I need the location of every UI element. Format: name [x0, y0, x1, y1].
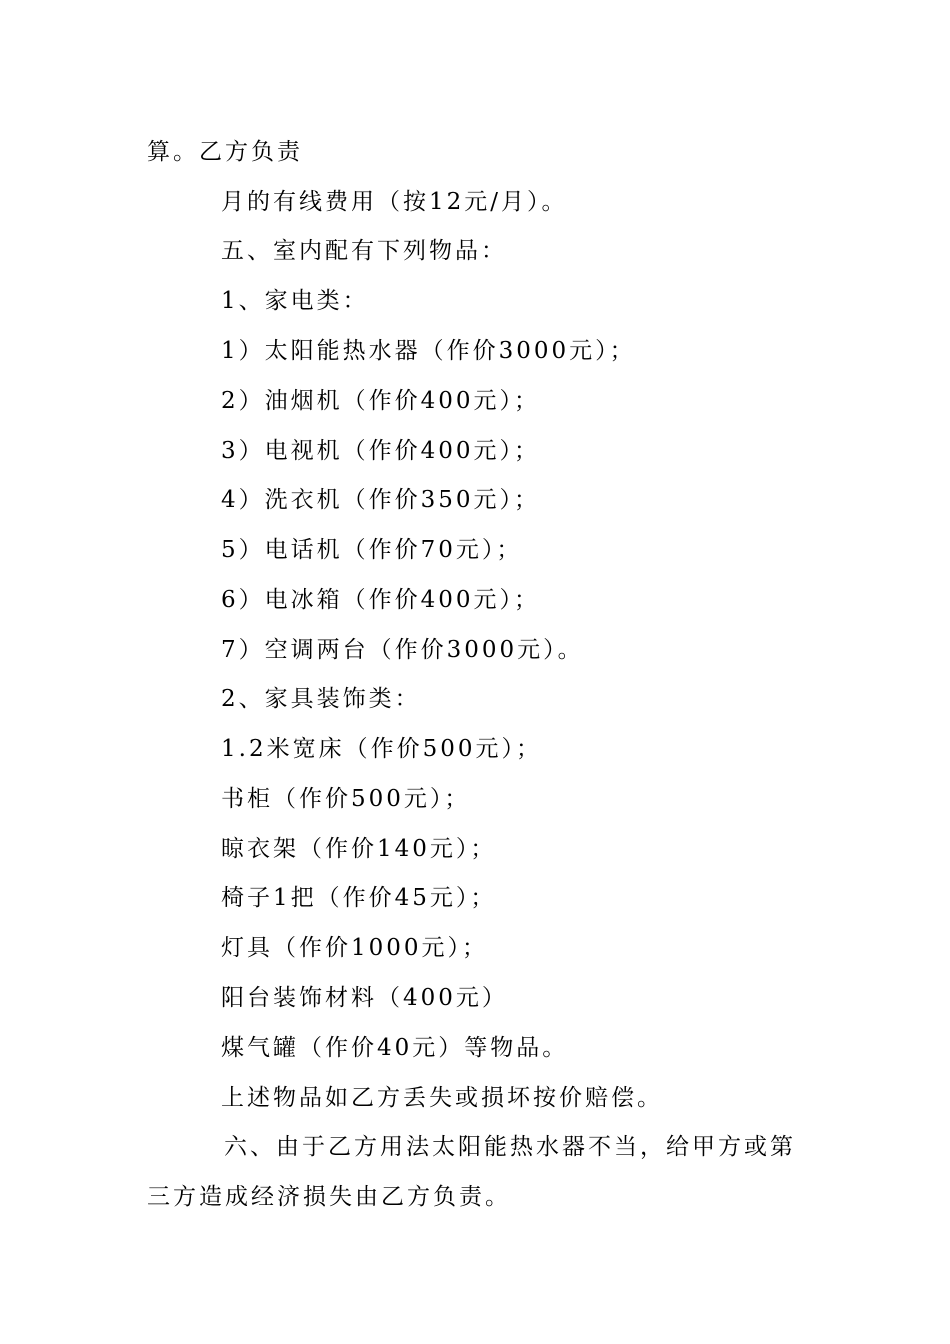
list-item: 1.2米宽床（作价500元）；	[221, 736, 542, 762]
list-item: 椅子1把（作价45元）；	[221, 885, 497, 911]
text-line-2: 月的有线费用（按12元/月）。	[221, 189, 568, 215]
list-item: 书柜（作价500元）；	[221, 786, 471, 812]
list-item: 阳台装饰材料（400元）	[221, 985, 508, 1011]
list-item: 4）洗衣机（作价350元）；	[221, 487, 541, 513]
list-item: 6）电冰箱（作价400元）；	[221, 587, 541, 613]
subsection-heading-appliances: 1、家电类：	[221, 288, 369, 314]
list-item: 7）空调两台（作价3000元）。	[221, 637, 584, 663]
text-line-compensation: 上述物品如乙方丢失或损坏按价赔偿。	[221, 1085, 663, 1111]
text-line-continuation: 三方造成经济损失由乙方负责。	[147, 1184, 511, 1210]
list-item: 3）电视机（作价400元）；	[221, 438, 541, 464]
list-item: 2）油烟机（作价400元）；	[221, 388, 541, 414]
text-line-1: 算。乙方负责	[147, 139, 303, 165]
list-item: 晾衣架（作价140元）；	[221, 836, 497, 862]
subsection-heading-furniture: 2、家具装饰类：	[221, 686, 421, 712]
section-heading-6: 六、由于乙方用法太阳能热水器不当，给甲方或第	[224, 1134, 796, 1160]
list-item: 1）太阳能热水器（作价3000元）；	[221, 338, 636, 364]
list-item: 灯具（作价1000元）；	[221, 935, 489, 961]
list-item: 煤气罐（作价40元）等物品。	[221, 1035, 569, 1061]
section-heading-5: 五、室内配有下列物品：	[221, 238, 507, 264]
list-item: 5）电话机（作价70元）；	[221, 537, 523, 563]
